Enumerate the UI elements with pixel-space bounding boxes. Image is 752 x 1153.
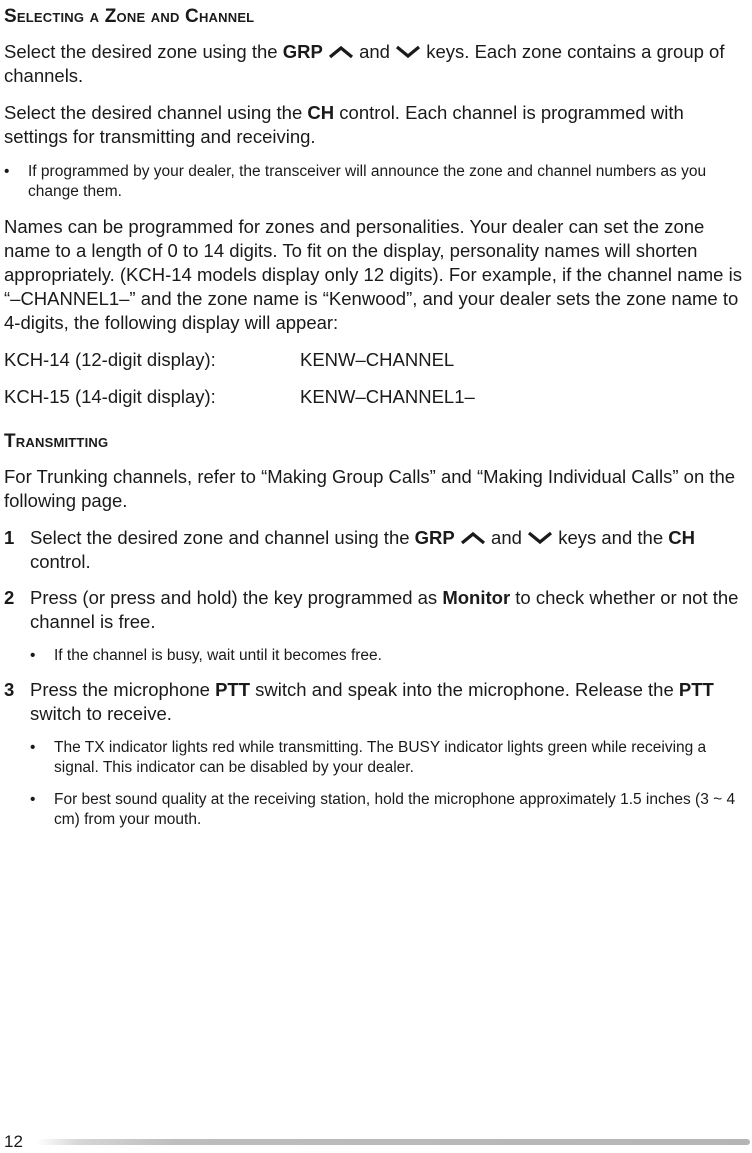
step-number: 1: [4, 527, 15, 548]
display-shown: KENW–CHANNEL: [300, 349, 455, 370]
paragraph-select-zone: Select the desired zone using the GRP and keys. Each zone contains a group of channels.: [4, 41, 725, 86]
paragraph-names: Names can be programmed for zones and personalities. Your dealer can set the zone name to a length of 0 to 14 digits. To fit on the display, personality names will shorten appropriately. (KCH-14 models display only 12 digits). For example, if the channel name is “–CHANNEL1–” and the zone name is “Kenwood”, and your dealer sets the zone name to 4-digits, the following display will appear:: [4, 216, 742, 333]
step-number: 2: [4, 587, 15, 608]
paragraph-select-channel: Select the desired channel using the CH control. Each channel is programmed with settings for transmitting and receiving.: [4, 102, 684, 147]
bullet-mark: •: [30, 791, 36, 808]
page-footer: [4, 1132, 750, 1152]
step-2-note: • If the channel is busy, wait until it becomes free.: [30, 647, 382, 664]
display-row: [4, 348, 750, 372]
note-bullet: • If programmed by your dealer, the transceiver will announce the zone and channel numbers as you change them.: [4, 163, 707, 200]
step-1: 1 Select the desired zone and channel using the GRP and keys and the CH control.: [4, 527, 695, 572]
ptt-switch-label: PTT: [678, 679, 714, 700]
step-number: 3: [4, 679, 15, 700]
display-row: [4, 385, 750, 409]
manual-page: [4, 6, 750, 842]
step-3: 3 Press the microphone PTT switch and speak into the microphone. Release the PTT switch to receive.: [4, 679, 714, 724]
ptt-switch-label: PTT: [215, 679, 251, 700]
step-3-note: • For best sound quality at the receiving station, hold the microphone approximately 1.5 inches (3 ~ 4 cm) from your mouth.: [30, 791, 736, 828]
display-model: KCH-15 (14-digit display):: [4, 386, 216, 407]
bullet-mark: •: [4, 163, 10, 180]
monitor-key-label: Monitor: [442, 587, 511, 608]
bullet-mark: •: [30, 739, 36, 756]
grp-key-label: GRP: [414, 527, 455, 548]
ch-control-label: CH: [307, 102, 335, 123]
grp-key-label: GRP: [282, 41, 323, 62]
chevron-up-icon: [328, 45, 354, 59]
section-heading-selecting-zone-channel: Selecting a Zone and Channel: [4, 6, 255, 27]
paragraph-trunking: For Trunking channels, refer to “Making Group Calls” and “Making Individual Calls” on the following page.: [4, 466, 736, 511]
page-number: 12: [4, 1132, 23, 1151]
bullet-mark: •: [30, 647, 36, 664]
chevron-down-icon: [395, 45, 421, 59]
section-heading-transmitting: Transmitting: [4, 431, 109, 452]
step-2: 2 Press (or press and hold) the key programmed as Monitor to check whether or not the channel is free.: [4, 587, 739, 632]
ch-control-label: CH: [668, 527, 695, 548]
step-3-note: • The TX indicator lights red while transmitting. The BUSY indicator lights green while receiving a signal. This indicator can be disabled by your dealer.: [30, 739, 707, 776]
chevron-up-icon: [460, 531, 486, 545]
chevron-down-icon: [527, 531, 553, 545]
display-model: KCH-14 (12-digit display):: [4, 349, 216, 370]
footer-rule: [36, 1139, 750, 1145]
display-shown: KENW–CHANNEL1–: [300, 386, 475, 407]
